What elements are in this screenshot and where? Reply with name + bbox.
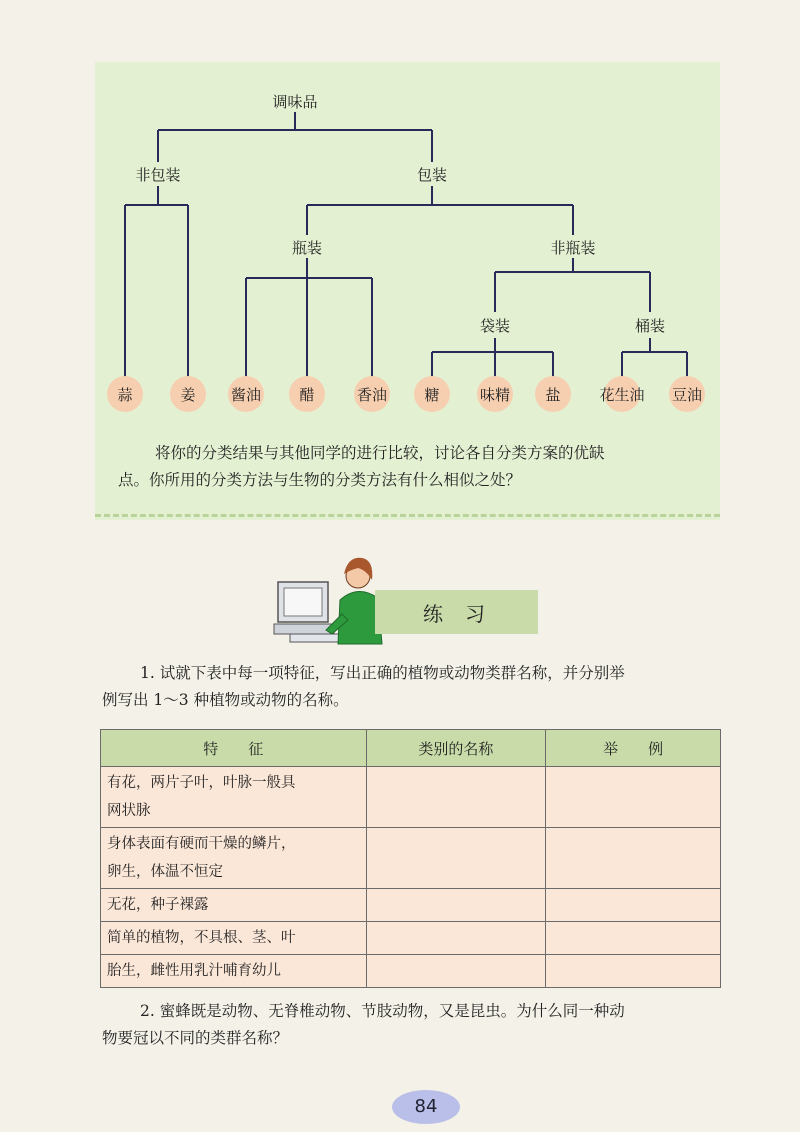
- feature-cell: [101, 828, 367, 889]
- tree-leaf: 蒜: [117, 386, 133, 404]
- table-row: [101, 828, 721, 889]
- feature-text-line: 卵生，体温不恒定: [107, 864, 223, 880]
- section-title: 练习: [423, 602, 507, 626]
- tree-leaf: 花生油: [599, 386, 645, 404]
- table-row: [101, 922, 721, 955]
- question-1-line-1: 1. 试就下表中每一项特征，写出正确的植物或动物类群名称，并分别举: [140, 664, 625, 682]
- table-row: [101, 889, 721, 922]
- question-2-line-1: 2. 蜜蜂既是动物、无脊椎动物、节肢动物，又是昆虫。为什么同一种动: [140, 1002, 625, 1020]
- table-row: [101, 767, 721, 828]
- feature-cell: [101, 922, 367, 955]
- category-answer-cell[interactable]: [366, 889, 546, 922]
- example-answer-cell[interactable]: [546, 889, 721, 922]
- tree-leaf: 盐: [545, 386, 561, 404]
- feature-text-line: 无花，种子裸露: [107, 897, 209, 913]
- tree-leaf: 酱油: [230, 386, 262, 404]
- tree-node-unpackaged: 非包装: [135, 166, 181, 184]
- tree-leaf: 姜: [180, 386, 196, 404]
- header-feature: 特 征: [101, 730, 367, 767]
- example-answer-cell[interactable]: [546, 922, 721, 955]
- question-1-line-2: 例写出 1～3 种植物或动物的名称。: [102, 691, 349, 709]
- tree-leaf: 糖: [424, 386, 440, 404]
- tree-leaf: 豆油: [671, 386, 703, 404]
- feature-text-line: 简单的植物，不具根、茎、叶: [107, 930, 296, 946]
- category-answer-cell[interactable]: [366, 955, 546, 988]
- question-2-line-2: 物要冠以不同的类群名称？: [102, 1029, 289, 1047]
- feature-cell: [101, 767, 367, 828]
- tree-node-bagged: 袋装: [479, 317, 511, 335]
- category-answer-cell[interactable]: [366, 922, 546, 955]
- tree-lines: [125, 112, 687, 378]
- tree-leaf: 醋: [299, 386, 315, 404]
- header-category: 类别的名称: [366, 730, 546, 767]
- feature-text-line: 身体表面有硬而干燥的鳞片，: [107, 836, 296, 852]
- tree-node-packaged: 包装: [416, 166, 448, 184]
- example-answer-cell[interactable]: [546, 767, 721, 828]
- example-answer-cell[interactable]: [546, 955, 721, 988]
- discussion-line-2: 点。你所用的分类方法与生物的分类方法有什么相似之处？: [118, 471, 522, 489]
- feature-cell: [101, 889, 367, 922]
- tree-leaf: 味精: [479, 386, 511, 404]
- tree-node-non-bottled: 非瓶装: [550, 239, 596, 257]
- page-number: 84: [392, 1090, 460, 1124]
- feature-text-line: 有花，两片子叶，叶脉一般具: [107, 775, 296, 791]
- feature-table: [100, 729, 721, 988]
- category-answer-cell[interactable]: [366, 828, 546, 889]
- discussion-line-1: 将你的分类结果与其他同学的进行比较，讨论各自分类方案的优缺: [155, 444, 605, 462]
- example-answer-cell[interactable]: [546, 828, 721, 889]
- feature-cell: [101, 955, 367, 988]
- category-answer-cell[interactable]: [366, 767, 546, 828]
- tree-node-barrelled: 桶装: [634, 317, 666, 335]
- tree-node-bottled: 瓶装: [291, 239, 323, 257]
- feature-text-line: 网状脉: [107, 803, 151, 819]
- header-example: 举 例: [546, 730, 721, 767]
- table-row: [101, 955, 721, 988]
- feature-text-line: 胎生，雌性用乳汁哺育幼儿: [107, 963, 281, 979]
- tree-root: 调味品: [272, 93, 318, 111]
- table-header-row: [101, 730, 721, 767]
- tree-leaf: 香油: [356, 386, 388, 404]
